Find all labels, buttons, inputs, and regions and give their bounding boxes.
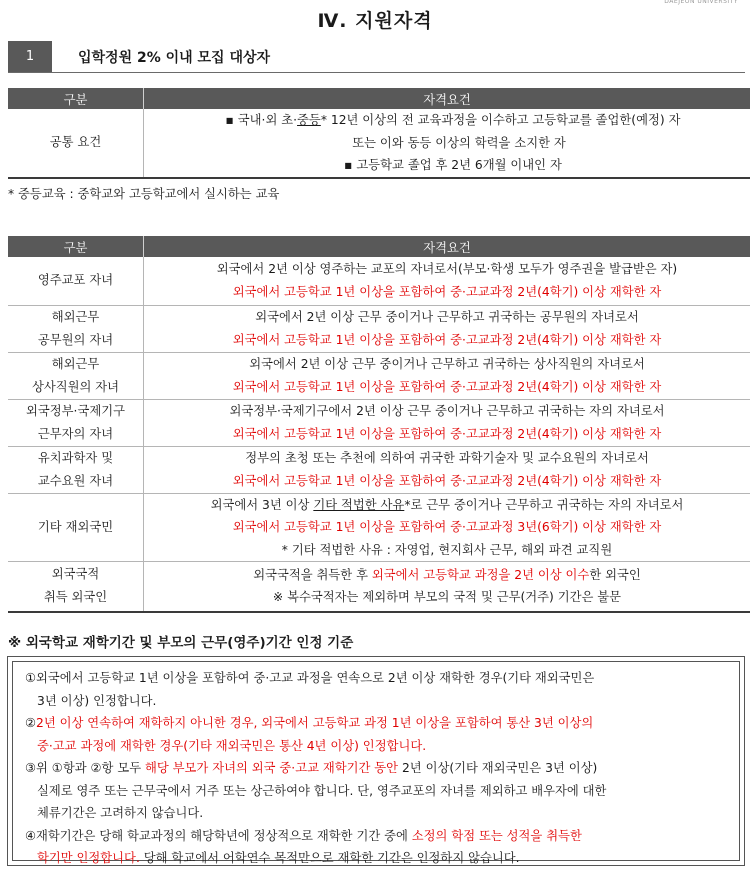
row-category: 기타 재외국민 (8, 493, 144, 562)
bullet-continuation: 또는 이와 동등 이상의 학력을 소지한 자 (352, 135, 566, 150)
table-row (8, 562, 750, 612)
table-header-row (8, 236, 750, 257)
header-category: 구분 (8, 236, 144, 257)
row-category: 공통 요건 (8, 109, 144, 178)
header-category: 구분 (8, 88, 144, 109)
table-row (8, 399, 750, 446)
row-category: 외국국적 취득 외국인 (8, 562, 144, 612)
criteria-item-3: ③위 ①항과 ②항 모두 해당 부모가 자녀의 외국 중·고교 재학기간 동안 2년 이상(기타 재외국민은 3년 이상) (25, 761, 598, 775)
criteria-item-1: ①외국에서 고등학교 1년 이상을 포함하여 중·고교 과정을 연속으로 2년 이상 재학한 경우(기타 재외국민은 (25, 671, 595, 685)
row-requirements (144, 109, 750, 178)
section-header (8, 41, 745, 73)
table-header-row (8, 88, 750, 109)
criteria-box-inner (12, 661, 740, 865)
page-title: Ⅳ. 지원자격 (317, 10, 433, 32)
eligibility-table (8, 236, 750, 613)
row-category: 영주교포 자녀 (8, 257, 144, 305)
bullet-line: ▪ 국내·외 초·중등* 12년 이상의 전 교육과정을 이수하고 고등학교를 졸업한(예정) 자 (225, 113, 681, 127)
criteria-item-4: ④재학기간은 당해 학교과정의 해당학년에 정상적으로 재학한 기간 중에 소정의 학점 또는 성적을 취득한 (25, 828, 582, 843)
table-row (8, 305, 750, 352)
criteria-box (7, 656, 745, 866)
section-number-badge: 1 (8, 41, 52, 72)
header-requirements: 자격요건 (144, 236, 750, 257)
section-underline (8, 72, 745, 73)
table-row (8, 352, 750, 399)
criteria-item-1-cont: 3년 이상) 인정합니다. (37, 693, 157, 708)
row-requirements: 외국정부·국제기구에서 2년 이상 근무 중이거나 근무하고 귀국하는 자의 자녀로서 외국에서 고등학교 1년 이상을 포함하여 중·고교과정 2년(4학기) 이상 재학한 자 (144, 399, 750, 446)
criteria-heading: ※ 외국학교 재학기간 및 부모의 근무(영주)기간 인정 기준 (8, 635, 354, 651)
criteria-item-3-cont: 체류기간은 고려하지 않습니다. (37, 806, 204, 820)
row-category: 해외근무 공무원의 자녀 (8, 305, 144, 352)
table-row (8, 493, 750, 562)
criteria-item-2: ②2년 이상 연속하여 재학하지 아니한 경우, 외국에서 고등학교 과정 1년 이상을 포함하여 통산 3년 이상의 (25, 716, 594, 730)
criteria-item-3-cont: 실제로 영주 또는 근무국에서 거주 또는 상근하여야 합니다. 단, 영주교포의 자녀를 제외하고 배우자에 대한 (37, 783, 607, 798)
row-requirements: 외국에서 3년 이상 기타 적법한 사유*로 근무 중이거나 근무하고 귀국하는 자의 자녀로서 외국에서 고등학교 1년 이상을 포함하여 중·고교과정 3년(6학기) 이상 재학한 자 * 기타 적법한 사유 : 자영업, 현지회사 근무, 해외 파견 교직원 (144, 493, 750, 562)
footnote: * 중등교육 : 중학교와 고등학교에서 실시하는 교육 (8, 187, 280, 201)
row-requirements: 외국에서 2년 이상 근무 중이거나 근무하고 귀국하는 상사직원의 자녀로서 외국에서 고등학교 1년 이상을 포함하여 중·고교과정 2년(4학기) 이상 재학한 자 (144, 352, 750, 399)
row-requirements: 외국에서 2년 이상 영주하는 교포의 자녀로서(부모·학생 모두가 영주권을 발급받은 자) 외국에서 고등학교 1년 이상을 포함하여 중·고교과정 2년(4학기) 이상 재학한 자 (144, 257, 750, 305)
common-requirements-table (8, 88, 750, 179)
section-title: 입학정원 2% 이내 모집 대상자 (78, 50, 271, 66)
row-category: 유치과학자 및 교수요원 자녀 (8, 446, 144, 493)
table-row (8, 446, 750, 493)
bullet-line: ▪ 고등학교 졸업 후 2년 6개월 이내인 자 (344, 158, 562, 172)
row-requirements: 외국에서 2년 이상 근무 중이거나 근무하고 귀국하는 공무원의 자녀로서 외국에서 고등학교 1년 이상을 포함하여 중·고교과정 2년(4학기) 이상 재학한 자 (144, 305, 750, 352)
row-category: 외국정부·국제기구 근무자의 자녀 (8, 399, 144, 446)
row-requirements: 정부의 초청 또는 추천에 의하여 귀국한 과학기술자 및 교수요원의 자녀로서 외국에서 고등학교 1년 이상을 포함하여 중·고교과정 2년(4학기) 이상 재학한 자 (144, 446, 750, 493)
criteria-item-4-cont: 학기만 인정합니다. 당해 학교에서 어학연수 목적만으로 재학한 기간은 인정하지 않습니다. (37, 851, 520, 865)
row-requirements: 외국국적을 취득한 후 외국에서 고등학교 과정을 2년 이상 이수한 외국인 ※ 복수국적자는 제외하며 부모의 국적 및 근무(거주) 기간은 불문 (144, 562, 750, 612)
row-category: 해외근무 상사직원의 자녀 (8, 352, 144, 399)
header-requirements: 자격요건 (144, 88, 750, 109)
table-row (8, 109, 750, 178)
table-row (8, 257, 750, 305)
university-logo-text: DAEJEON UNIVERSITY (664, 0, 738, 5)
criteria-item-2-cont: 중·고교 과정에 재학한 경우(기타 재외국민은 통산 4년 이상) 인정합니다. (37, 738, 427, 753)
